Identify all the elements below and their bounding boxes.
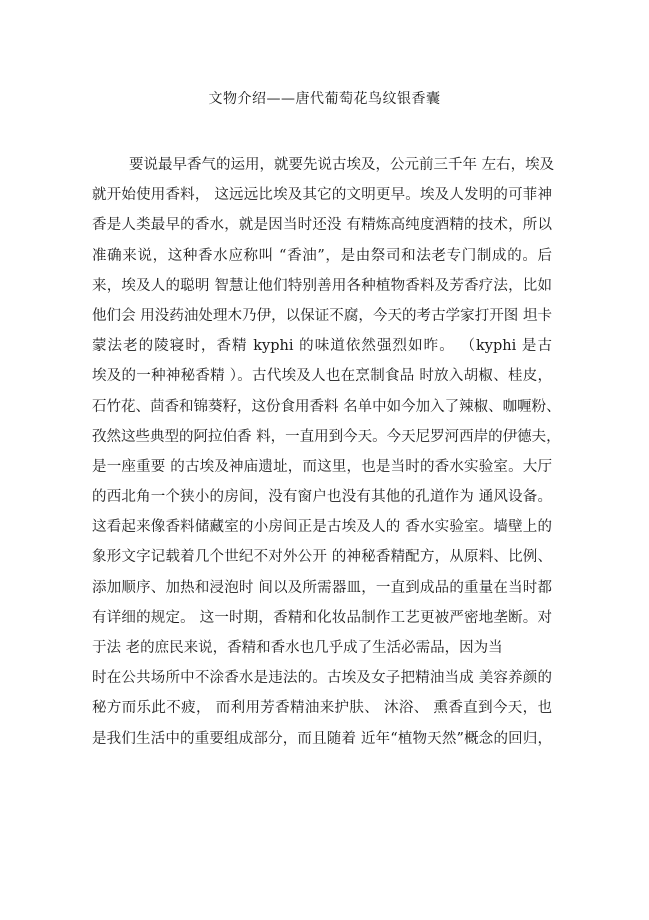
paragraph-line: 秘方而乐此不疲， 而利用芳香精油来护肤、 沐浴、 熏香直到今天，也 bbox=[92, 700, 552, 717]
paragraph-line: 是我们生活中的重要组成部分，而且随着 近年“植物天然”概念的回归， bbox=[92, 730, 552, 747]
paragraph-line: 准确来说，这种香水应称叫 “香油”，是由祭司和法老专门制成的。后 bbox=[92, 247, 552, 264]
paragraph-line: 象形文字记载着几个世纪不对外公开 的神秘香精配方，从原料、比例、 bbox=[92, 549, 552, 566]
paragraph-line: 香是人类最早的香水，就是因当时还没 有精炼高纯度酒精的技术，所以 bbox=[92, 217, 552, 234]
document-body bbox=[92, 150, 561, 754]
paragraph-line: 蒙法老的陵寝时，香精 kyphi 的味道依然强烈如昨。 （kyphi 是古 bbox=[92, 338, 552, 355]
paragraph-line: 的西北角一个狭小的房间，没有窗户也没有其他的孔道作为 通风设备。 bbox=[92, 489, 552, 506]
paragraph-line: 埃及的一种神秘香精 ）。古代埃及人也在烹制食品 时放入胡椒、桂皮， bbox=[92, 368, 552, 385]
paragraph-line: 这看起来像香料储藏室的小房间正是古埃及人的 香水实验室。墙壁上的 bbox=[92, 519, 552, 536]
paragraph-line: 于法 老的庶民来说，香精和香水也几乎成了生活必需品，因为当 bbox=[92, 640, 503, 656]
paragraph-line: 他们会 用没药油处理木乃伊，以保证不腐，今天的考古学家打开图 坦卡 bbox=[92, 307, 552, 324]
paragraph-line: 是一座重要 的古埃及神庙遗址，而这里，也是当时的香水实验室。大厅 bbox=[92, 458, 552, 475]
paragraph-line: 有详细的规定。 这一时期，香精和化妆品制作工艺更被严密地垄断。对 bbox=[92, 609, 552, 626]
document-title: 文物介绍——唐代葡萄花鸟纹银香囊 bbox=[208, 91, 441, 107]
paragraph-line: 添加顺序、加热和浸泡时 间以及所需器皿，一直到成品的重量在当时都 bbox=[92, 579, 552, 596]
paragraph-line: 时在公共场所中不涂香水是违法的。古埃及女子把精油当成 美容养颜的 bbox=[92, 670, 552, 687]
paragraph-line: 来，埃及人的聪明 智慧让他们特别善用各种植物香料及芳香疗法，比如 bbox=[92, 277, 552, 294]
paragraph-line: 孜然这些典型的阿拉伯香 料，一直用到今天。今天尼罗河西岸的伊德夫， bbox=[92, 428, 561, 445]
paragraph-line: 要说最早香气的运用，就要先说古埃及，公元前三千年 左右，埃及 bbox=[129, 157, 555, 173]
paragraph-line: 石竹花、茴香和锦葵籽，这份食用香料 名单中如今加入了辣椒、咖喱粉、 bbox=[92, 398, 561, 415]
paragraph-line: 就开始使用香料， 这远远比埃及其它的文明更早。埃及人发明的可菲神 bbox=[92, 187, 552, 204]
